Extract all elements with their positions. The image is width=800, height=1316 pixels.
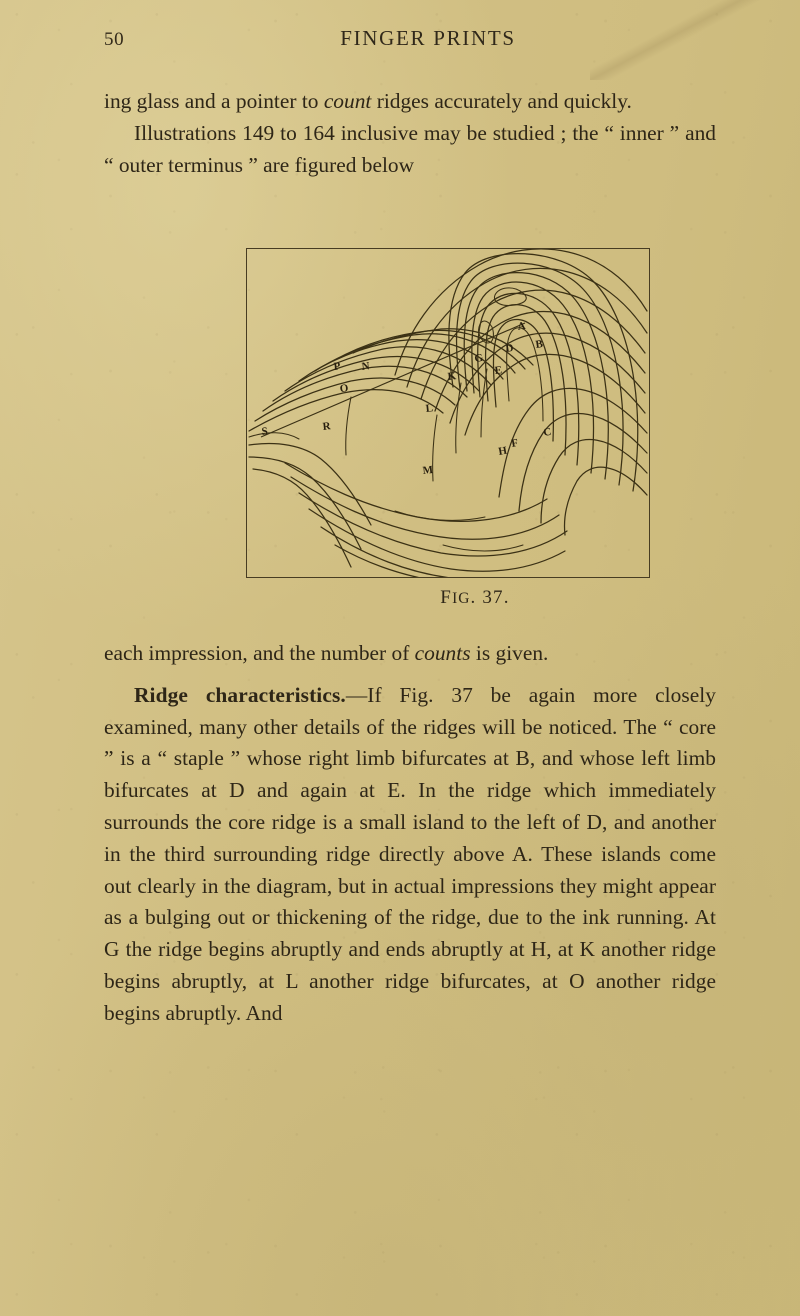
p1-text-b: ridges accurately [371,89,523,113]
paragraph-continuation [104,86,716,118]
figure-label-D: D [504,341,515,355]
running-head [104,26,716,54]
ridge-group-left [249,329,533,431]
figure-label-B: B [534,338,544,351]
figure-label-R: R [322,420,332,433]
figure-label-E: E [494,364,503,377]
running-title: FINGER PRINTS [340,26,516,50]
figure-label-C: C [542,425,553,439]
ridge-group-characteristics [346,369,487,481]
p1-text-a: ing glass and a pointer to [104,89,324,113]
figure-label-S: S [261,425,269,438]
figure-label-A: A [516,319,527,333]
p1-text-c: and quickly. [527,89,632,113]
page-number: 50 [104,29,125,50]
body-text-upper [104,86,716,181]
ridge-group-lower-arcs [285,463,567,577]
figure-label-G: G [473,351,484,365]
figure-label-O: O [339,382,349,395]
figure-label-P: P [333,360,342,373]
figure-label-N: N [361,360,371,373]
figure-label-L: L [425,402,434,415]
body-text-lower [104,638,716,1030]
p4-body: —If Fig. 37 be again more closely examined, many other details of the ridges will be noticed. The “ core ” is a “ staple ” whose right limb bifurcates at B, and whose left limb bifurcates at D and again at E. In the ridge which immediately surrounds the core ridge is a small island to the left of D, and another in the third surrounding ridge directly above A. These islands come out clearly in the diagram, but in actual impressions they might appear as a bulging out or thickening of the ridge, due to the ink running. At G the ridge begins abruptly and ends abruptly at H, at K another ridge begins abruptly, at L another ridge bifurcates, at O another ridge begins abruptly. And [104,682,717,1025]
figure-caption-ig: IG [452,590,471,607]
figure-frame [246,248,650,578]
figure-caption-number: . 37. [470,587,510,608]
figure-label-H: H [497,444,508,458]
ridge-group-right-lower [499,388,647,535]
fingerprint-loop-diagram [247,249,649,577]
figure-label-K: K [447,370,457,383]
figure-37 [104,248,716,609]
figure-caption-f: F [440,587,453,608]
paragraph-illustrations: Illustrations 149 to 164 inclusive may be studied ; the “ inner ” and “ outer terminus ” are figured below [104,120,716,177]
paragraph-each-impression [104,638,716,670]
figure-caption [104,587,716,609]
runin-heading-ridge-characteristics: Ridge characteristics. [134,682,346,707]
figure-label-M: M [422,463,434,477]
p3-italic-counts: counts [414,641,471,665]
p3-text-b: is given. [470,641,549,665]
figure-label-F: F [510,436,520,450]
p1-italic-count: count [323,89,372,113]
ridge-group-core [449,254,638,491]
p3-text-a: each impression, and the number of [104,641,415,665]
paragraph-ridge-characteristics [104,680,716,1030]
